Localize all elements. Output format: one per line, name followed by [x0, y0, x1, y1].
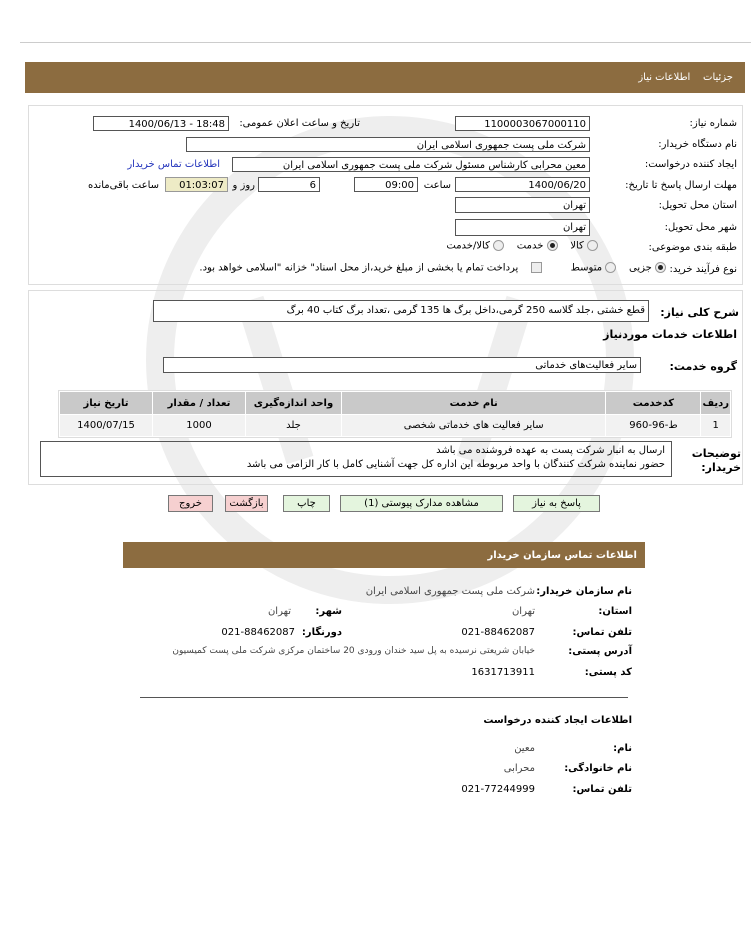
- city-label: شهر محل تحویل:: [664, 222, 737, 233]
- process-option-medium: متوسط: [570, 262, 603, 274]
- phone-label: تلفن تماس:: [572, 627, 632, 638]
- services-table: [58, 390, 732, 438]
- address-label: آدرس پستی:: [568, 646, 632, 657]
- category-option-goods: کالا: [570, 240, 584, 252]
- back-button[interactable]: بازگشت: [225, 495, 268, 512]
- contact-city-value: تهران: [267, 606, 291, 617]
- creator-label: ایجاد کننده درخواست:: [644, 159, 737, 170]
- buyer-contact-link[interactable]: اطلاعات تماس خریدار: [127, 159, 220, 170]
- category-radio-group: [446, 240, 598, 252]
- cell-row: 1: [701, 415, 731, 437]
- buyer-note-line: حضور نماینده شرکت کنندگان با واحد مربوطه این اداره کل جهت آشنایی کامل با کار الزامی می باشد: [246, 459, 665, 470]
- contact-province-label: استان:: [598, 606, 632, 617]
- contact-title-bar: اطلاعات تماس سازمان خریدار: [123, 542, 645, 568]
- announce-date-field: 1400/06/13 - 18:48: [93, 116, 229, 131]
- process-radio-medium[interactable]: [605, 262, 616, 273]
- creator-field: معین محرابی کارشناس مسئول شرکت ملی پست جمهوری اسلامی ایران: [232, 157, 590, 172]
- fax-label: دورنگار:: [301, 627, 342, 638]
- buyer-notes-label: توضیحات خریدار:: [691, 447, 741, 474]
- time-label: ساعت: [423, 180, 451, 191]
- contact-province-value: تهران: [511, 606, 535, 617]
- need-number-label: شماره نیاز:: [689, 118, 737, 129]
- process-radio-group: [199, 262, 666, 274]
- buyer-notes-box: [40, 441, 672, 477]
- creator-name-value: معین: [514, 743, 535, 754]
- postal-code-label: کد پستی:: [584, 667, 632, 678]
- announce-date-label: تاریخ و ساعت اعلان عمومی:: [239, 118, 360, 129]
- city-field: تهران: [455, 219, 590, 236]
- deadline-label: مهلت ارسال پاسخ تا تاریخ:: [625, 180, 737, 191]
- cell-need-date: 1400/07/15: [60, 415, 153, 437]
- header-bar: [25, 62, 745, 93]
- services-heading: اطلاعات خدمات موردنیاز: [603, 328, 737, 341]
- buyer-field: شرکت ملی پست جمهوری اسلامی ایران: [186, 137, 590, 152]
- remaining-label: ساعت باقی‌مانده: [87, 180, 159, 191]
- col-need-date: تاریخ نیاز: [60, 392, 153, 415]
- table-header-row: [60, 392, 731, 415]
- section-divider: [140, 697, 628, 698]
- table-row: [60, 415, 731, 437]
- col-unit: واحد اندازه‌گیری: [246, 392, 342, 415]
- col-row: ردیف: [701, 392, 731, 415]
- service-group-field: سایر فعالیت‌های خدماتی: [163, 357, 641, 373]
- cell-service-code: ط-96-960: [606, 415, 701, 437]
- cell-unit: جلد: [246, 415, 342, 437]
- summary-field: قطع خشتی ،جلد گلاسه 250 گرمی،داخل برگ ها 135 گرمی ،تعداد برگ کتاب 40 برگ: [153, 300, 649, 322]
- col-quantity: تعداد / مقدار: [153, 392, 246, 415]
- group-label: گروه خدمت:: [669, 360, 737, 373]
- creator-phone-value: 021-77244999: [461, 784, 535, 795]
- fax-value: 021-88462087: [221, 627, 295, 638]
- need-number-field: 1100003067000110: [455, 116, 590, 131]
- cell-quantity: 1000: [153, 415, 246, 437]
- remaining-time-field: 01:03:07: [165, 177, 228, 192]
- deadline-time-field: 09:00: [354, 177, 418, 192]
- category-radio-goods-service[interactable]: [493, 240, 504, 251]
- treasury-payment-note: پرداخت تمام یا بخشی از مبلغ خرید،از محل اسناد" خزانه "اسلامی خواهد بود.: [199, 262, 519, 274]
- phone-value: 021-88462087: [461, 627, 535, 638]
- print-button[interactable]: چاپ: [283, 495, 330, 512]
- exit-button[interactable]: خروج: [168, 495, 213, 512]
- tab-need-info[interactable]: اطلاعات نیاز: [638, 72, 691, 83]
- creator-phone-label: تلفن تماس:: [572, 784, 632, 795]
- view-attachments-button[interactable]: مشاهده مدارک پیوستی (1): [340, 495, 503, 512]
- category-option-service: خدمت: [516, 240, 544, 252]
- creator-family-label: نام خانوادگی:: [564, 763, 632, 774]
- buyer-label: نام دستگاه خریدار:: [658, 139, 737, 150]
- reply-button[interactable]: پاسخ به نیاز: [513, 495, 600, 512]
- process-option-minor: جزیی: [628, 262, 652, 274]
- need-info-panel: [28, 105, 743, 285]
- cell-service-name: سایر فعالیت های خدماتی شخصی: [342, 415, 606, 437]
- creator-name-label: نام:: [613, 743, 632, 754]
- top-divider: [20, 42, 751, 43]
- days-field: 6: [258, 177, 320, 192]
- col-service-code: کدخدمت: [606, 392, 701, 415]
- treasury-payment-checkbox[interactable]: [531, 262, 542, 273]
- category-label: طبقه بندی موضوعی:: [648, 242, 737, 253]
- process-label: نوع فرآیند خرید:: [669, 264, 737, 275]
- category-radio-goods[interactable]: [587, 240, 598, 251]
- category-option-goods-service: کالا/خدمت: [446, 240, 490, 252]
- category-radio-service[interactable]: [547, 240, 558, 251]
- address-value: خیابان شریعتی نرسیده به پل سید خندان ورودی 20 ساختمان مرکزی شرکت ملی پست کمیسیون: [172, 646, 535, 656]
- org-label: نام سازمان خریدار:: [536, 586, 632, 597]
- contact-city-label: شهر:: [315, 606, 342, 617]
- org-value: شرکت ملی پست جمهوری اسلامی ایران: [365, 586, 535, 597]
- summary-label: شرح کلی نیاز:: [660, 306, 739, 319]
- deadline-date-field: 1400/06/20: [455, 177, 590, 192]
- creator-info-heading: اطلاعات ایجاد کننده درخواست: [483, 715, 632, 726]
- province-field: تهران: [455, 197, 590, 213]
- buyer-note-line: ارسال به انبار شرکت پست به عهده فروشنده می باشد: [436, 445, 665, 456]
- days-label: روز و: [232, 180, 255, 191]
- tab-details[interactable]: جزئیات: [703, 72, 733, 83]
- postal-code-value: 1631713911: [471, 667, 535, 678]
- col-service-name: نام خدمت: [342, 392, 606, 415]
- creator-family-value: محرابی: [503, 763, 535, 774]
- province-label: استان محل تحویل:: [658, 200, 737, 211]
- process-radio-minor[interactable]: [655, 262, 666, 273]
